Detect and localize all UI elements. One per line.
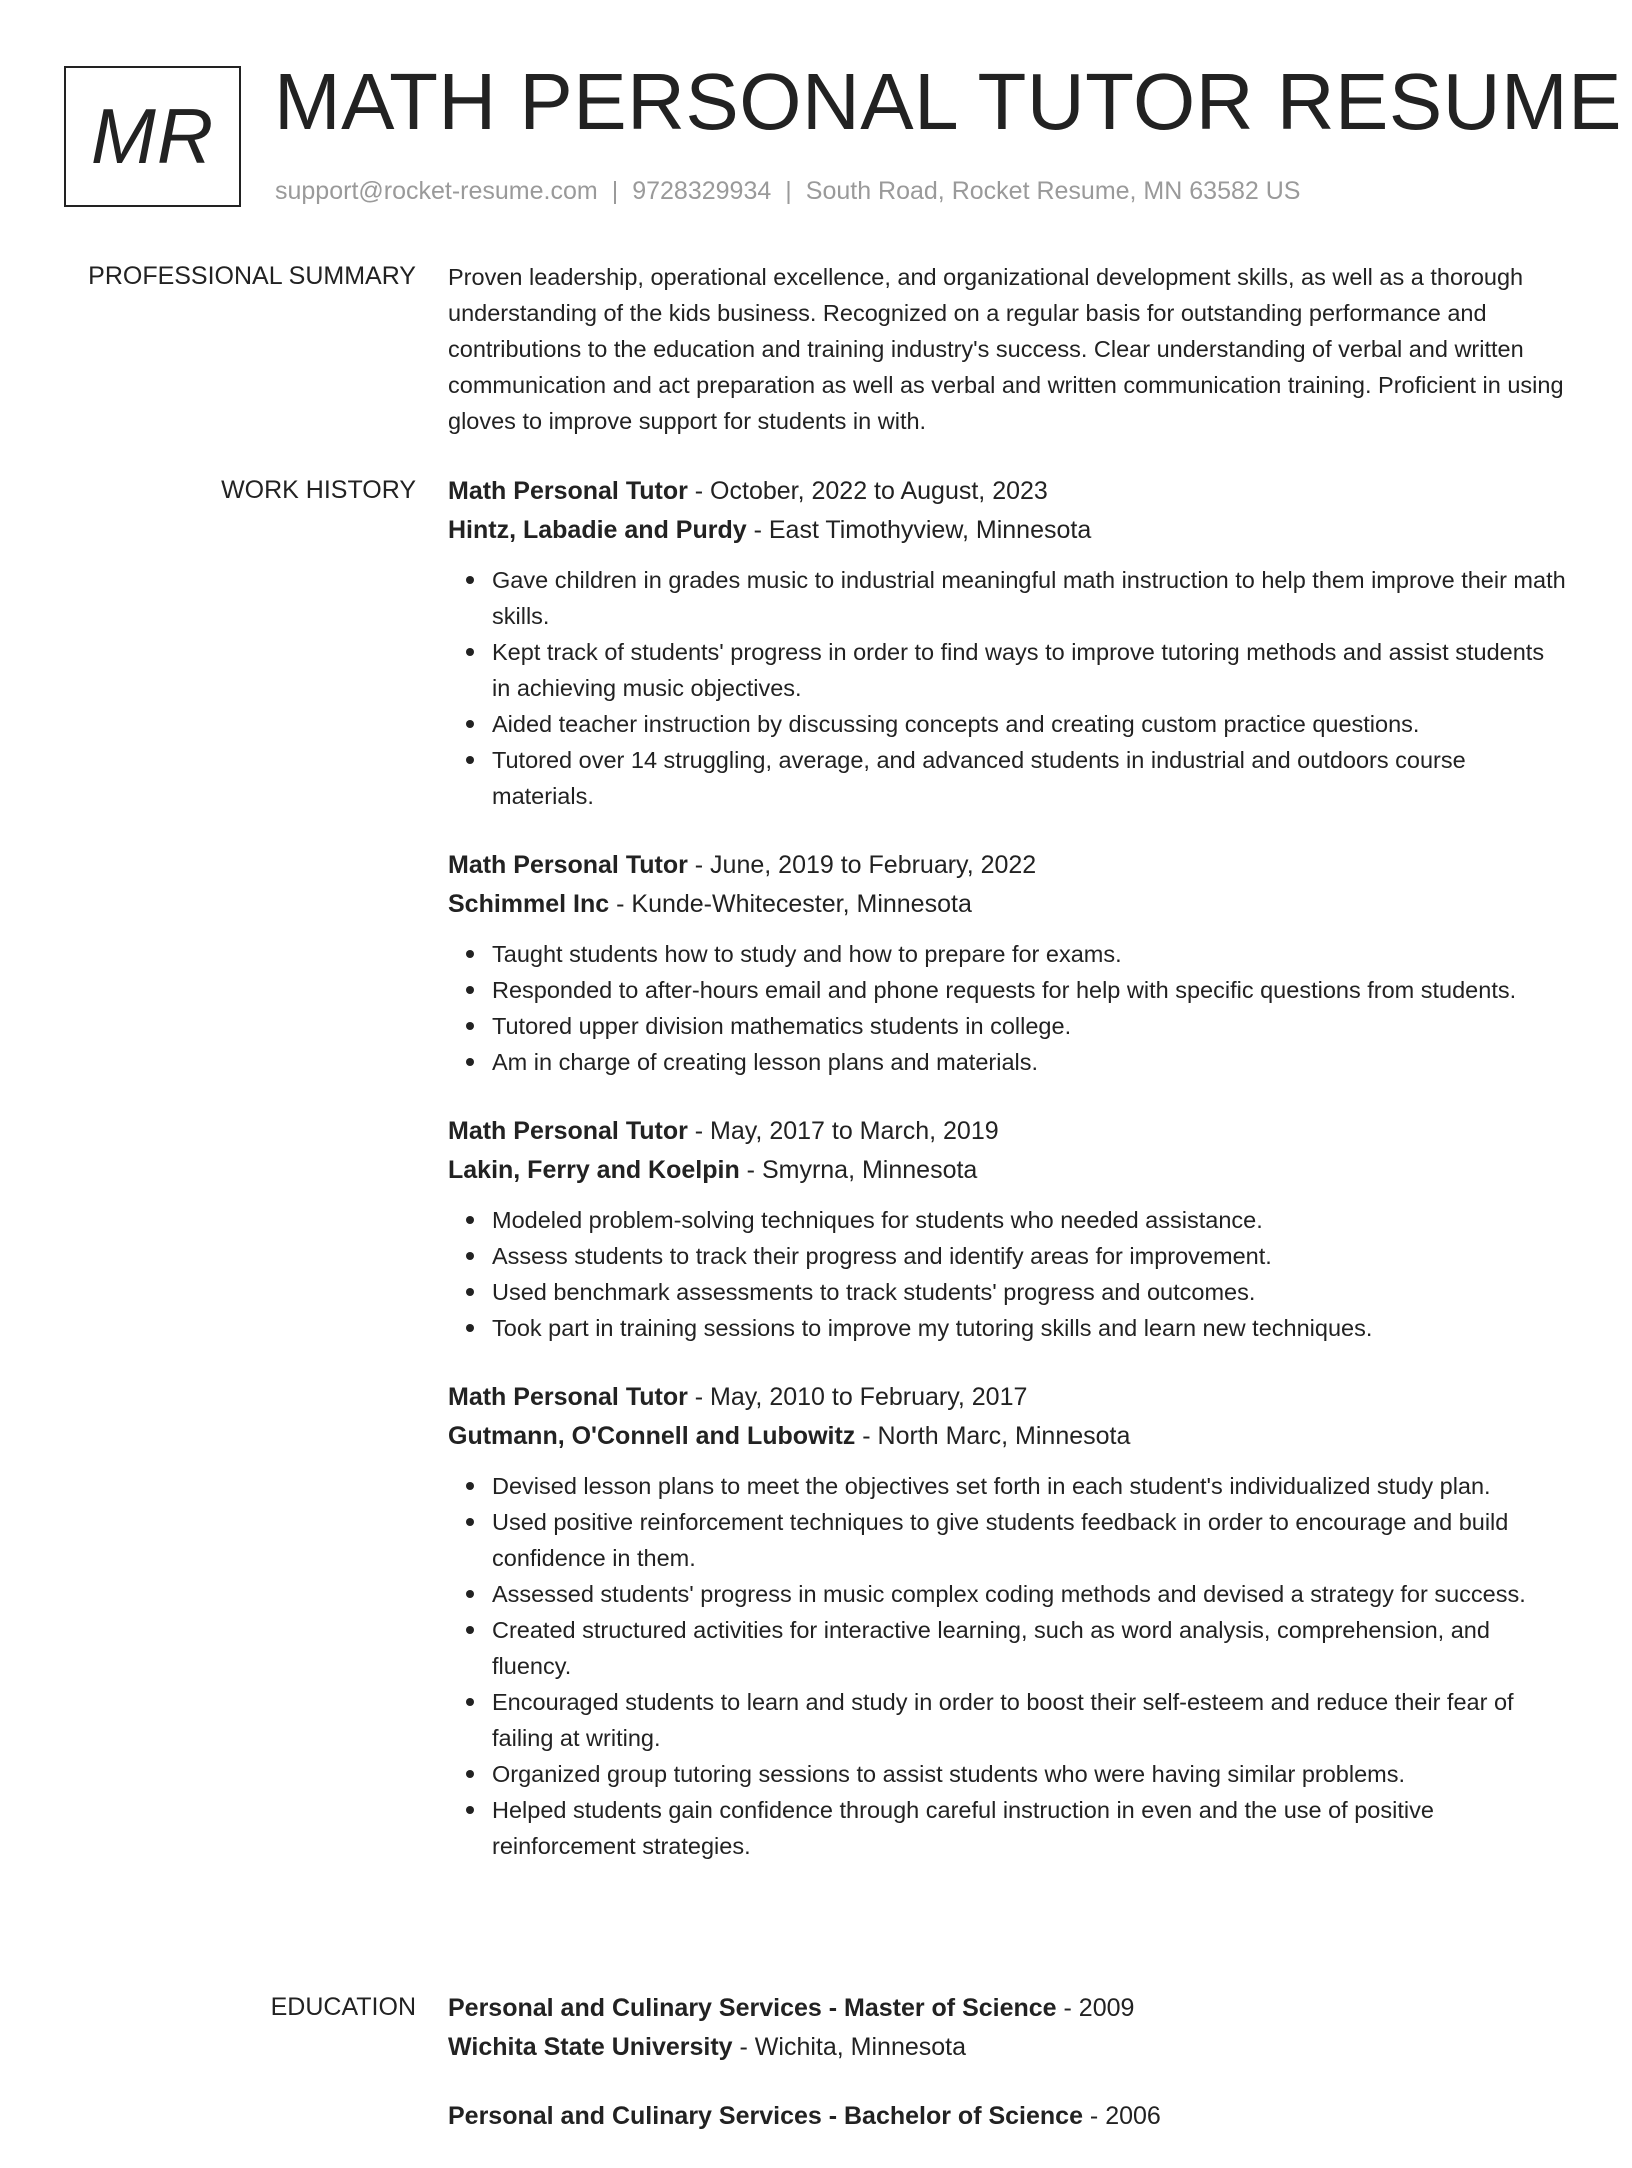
- section-label-summary: PROFESSIONAL SUMMARY: [88, 262, 416, 290]
- job-title: Math Personal Tutor: [448, 851, 688, 879]
- job-bullet: Tutored upper division mathematics students in college.: [492, 1008, 1568, 1044]
- job-bullet: Used positive reinforcement techniques to give students feedback in order to encourage and build confidence in them.: [492, 1504, 1568, 1576]
- education-year: - 2009: [1056, 1994, 1135, 2022]
- job-bullet: Kept track of students' progress in order to find ways to improve tutoring methods and assist students in achieving music objectives.: [492, 634, 1568, 706]
- job-bullets: [448, 1202, 1568, 1346]
- education-degree: Personal and Culinary Services - Master of Science: [448, 1994, 1057, 2022]
- education-degree-line: [448, 2097, 1568, 2136]
- job-bullets: [448, 936, 1568, 1080]
- contact-phone[interactable]: 9728329934: [632, 177, 772, 205]
- job-title: Math Personal Tutor: [448, 477, 688, 505]
- section-label-education: EDUCATION: [270, 1993, 416, 2021]
- monogram-logo: MR: [64, 66, 241, 207]
- job-bullet: Used benchmark assessments to track students' progress and outcomes.: [492, 1274, 1568, 1310]
- job-company: Gutmann, O'Connell and Lubowitz: [448, 1422, 856, 1450]
- contact-address: South Road, Rocket Resume, MN 63582 US: [805, 177, 1301, 205]
- job-location: - Kunde-Whitecester, Minnesota: [609, 890, 972, 918]
- education-entry: [448, 1989, 1568, 2067]
- summary-text: Proven leadership, operational excellence, and organizational development skills, as well as a thorough understanding of the kids business. Recognized on a regular basis for outstanding performance and contributions to the education and training industry's success. Clear understanding of verbal and written communication and act preparation as well as verbal and written communication training. Proficient in using gloves to improve support for students in with.: [448, 264, 1564, 434]
- job-bullet: Assessed students' progress in music complex coding methods and devised a strategy for success.: [492, 1576, 1568, 1612]
- job-dates: - May, 2017 to March, 2019: [687, 1117, 999, 1145]
- job-company-line: [448, 1151, 1568, 1190]
- job-bullet: Created structured activities for interactive learning, such as word analysis, comprehension, and fluency.: [492, 1612, 1568, 1684]
- job-dates: - June, 2019 to February, 2022: [687, 851, 1037, 879]
- job-location: - North Marc, Minnesota: [855, 1422, 1131, 1450]
- job-entry: [448, 1112, 1568, 1346]
- job-company-line: [448, 885, 1568, 924]
- job-bullet: Assess students to track their progress and identify areas for improvement.: [492, 1238, 1568, 1274]
- job-location: - East Timothyview, Minnesota: [746, 516, 1092, 544]
- education-location: - Wichita, Minnesota: [732, 2033, 967, 2061]
- contact-line: [275, 174, 1300, 208]
- job-bullet: Modeled problem-solving techniques for students who needed assistance.: [492, 1202, 1568, 1238]
- job-bullet: Helped students gain confidence through careful instruction in even and the use of positive reinforcement strategies.: [492, 1792, 1568, 1864]
- education-school: Wichita State University: [448, 2033, 733, 2061]
- job-bullet: Organized group tutoring sessions to assist students who were having similar problems.: [492, 1756, 1568, 1792]
- education-year: - 2006: [1082, 2102, 1161, 2130]
- job-company-line: [448, 1417, 1568, 1456]
- job-title: Math Personal Tutor: [448, 1117, 688, 1145]
- job-bullet: Took part in training sessions to improve my tutoring skills and learn new techniques.: [492, 1310, 1568, 1346]
- job-title-line: [448, 1112, 1568, 1151]
- resume-title: MATH PERSONAL TUTOR RESUME: [274, 57, 1622, 146]
- job-bullets: [448, 1468, 1568, 1864]
- contact-separator: |: [785, 177, 792, 205]
- summary-body: [448, 259, 1568, 439]
- job-company: Schimmel Inc: [448, 890, 610, 918]
- job-company: Hintz, Labadie and Purdy: [448, 516, 747, 544]
- job-entry: [448, 472, 1568, 814]
- job-location: - Smyrna, Minnesota: [739, 1156, 978, 1184]
- job-bullet: Encouraged students to learn and study in order to boost their self-esteem and reduce their fear of failing at writing.: [492, 1684, 1568, 1756]
- job-title-line: [448, 846, 1568, 885]
- job-entry: [448, 846, 1568, 1080]
- education-degree: Personal and Culinary Services - Bachelor of Science: [448, 2102, 1083, 2130]
- job-company: Lakin, Ferry and Koelpin: [448, 1156, 740, 1184]
- contact-separator: |: [611, 177, 619, 205]
- job-title: Math Personal Tutor: [448, 1383, 688, 1411]
- job-dates: - October, 2022 to August, 2023: [687, 477, 1048, 505]
- job-bullet: Responded to after-hours email and phone requests for help with specific questions from students.: [492, 972, 1568, 1008]
- education-entry: [448, 2097, 1568, 2136]
- job-title-line: [448, 1378, 1568, 1417]
- job-bullet: Devised lesson plans to meet the objectives set forth in each student's individualized study plan.: [492, 1468, 1568, 1504]
- work-history-body: [448, 472, 1568, 1896]
- job-bullets: [448, 562, 1568, 814]
- job-company-line: [448, 511, 1568, 550]
- job-bullet: Tutored over 14 struggling, average, and advanced students in industrial and outdoors course materials.: [492, 742, 1568, 814]
- section-label-work-history: WORK HISTORY: [221, 476, 416, 504]
- job-entry: [448, 1378, 1568, 1864]
- contact-email[interactable]: support@rocket-resume.com: [275, 177, 598, 205]
- job-bullet: Aided teacher instruction by discussing concepts and creating custom practice questions.: [492, 706, 1568, 742]
- education-degree-line: [448, 1989, 1568, 2028]
- job-dates: - May, 2010 to February, 2017: [687, 1383, 1028, 1411]
- education-school-line: [448, 2028, 1568, 2067]
- job-bullet: Am in charge of creating lesson plans and materials.: [492, 1044, 1568, 1080]
- job-title-line: [448, 472, 1568, 511]
- job-bullet: Taught students how to study and how to prepare for exams.: [492, 936, 1568, 972]
- job-bullet: Gave children in grades music to industrial meaningful math instruction to help them improve their math skills.: [492, 562, 1568, 634]
- education-body: [448, 1989, 1568, 2168]
